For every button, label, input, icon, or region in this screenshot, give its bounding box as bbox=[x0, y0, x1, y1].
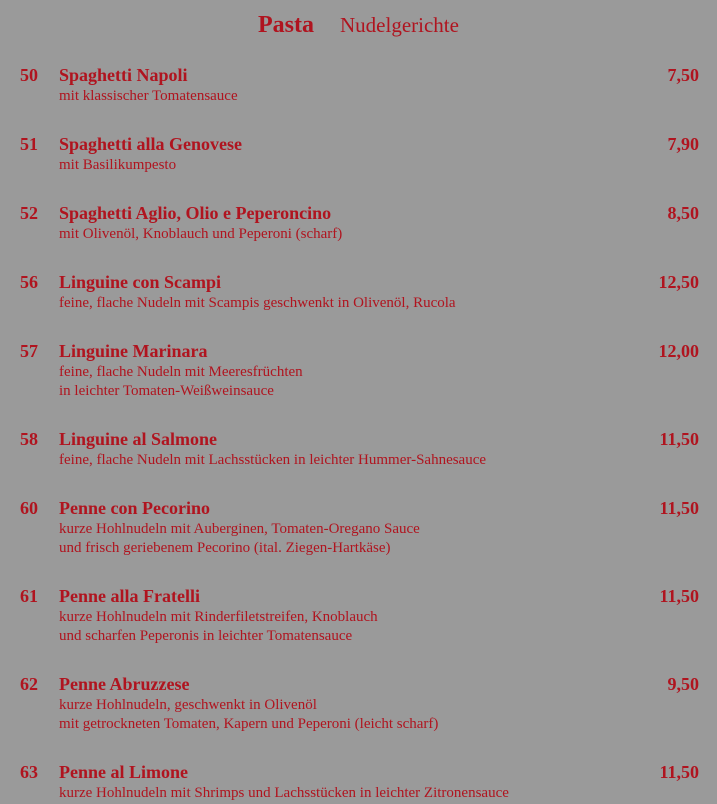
pasta-menu-list bbox=[0, 62, 717, 804]
item-price: 11,50 bbox=[659, 429, 699, 449]
menu-item bbox=[0, 759, 717, 804]
item-price: 9,50 bbox=[667, 674, 699, 694]
item-number: 51 bbox=[20, 134, 38, 154]
item-number: 58 bbox=[20, 429, 38, 449]
menu-item bbox=[0, 200, 717, 245]
menu-item bbox=[0, 495, 717, 559]
item-name: Penne con Pecorino bbox=[59, 498, 210, 518]
menu-item bbox=[0, 269, 717, 314]
item-description: mit Olivenöl, Knoblauch und Peperoni (scharf) bbox=[59, 226, 343, 242]
menu-item bbox=[0, 62, 717, 107]
item-name: Penne alla Fratelli bbox=[59, 586, 200, 606]
item-description: mit klassischer Tomatensauce bbox=[59, 88, 238, 104]
item-number: 52 bbox=[20, 203, 38, 223]
item-price: 12,50 bbox=[658, 272, 699, 292]
item-number: 62 bbox=[20, 674, 38, 694]
item-description: feine, flache Nudeln mit Lachsstücken in leichter Hummer-Sahnesauce bbox=[59, 452, 487, 468]
item-number: 57 bbox=[20, 341, 38, 361]
item-name: Spaghetti Napoli bbox=[59, 65, 188, 85]
item-name: Linguine Marinara bbox=[59, 341, 208, 361]
item-name: Spaghetti alla Genovese bbox=[59, 134, 242, 154]
item-name: Penne Abruzzese bbox=[59, 674, 190, 694]
item-description: mit getrockneten Tomaten, Kapern und Peperoni (leicht scharf) bbox=[59, 716, 439, 732]
item-description: mit Basilikumpesto bbox=[59, 157, 177, 173]
menu-header bbox=[0, 10, 717, 43]
item-description: kurze Hohlnudeln mit Auberginen, Tomaten-Oregano Sauce bbox=[59, 521, 420, 537]
menu-item bbox=[0, 131, 717, 176]
item-number: 61 bbox=[20, 586, 38, 606]
menu-item bbox=[0, 426, 717, 471]
item-name: Linguine al Salmone bbox=[59, 429, 218, 449]
item-price: 8,50 bbox=[667, 203, 699, 223]
item-number: 60 bbox=[20, 498, 38, 518]
section-title: Pasta bbox=[258, 12, 315, 38]
menu-item bbox=[0, 671, 717, 735]
section-subtitle: Nudelgerichte bbox=[340, 13, 459, 37]
item-number: 63 bbox=[20, 762, 38, 782]
item-description: kurze Hohlnudeln mit Shrimps und Lachsstücken in leichter Zitronensauce bbox=[59, 785, 509, 801]
item-price: 7,90 bbox=[667, 134, 699, 154]
item-description: und scharfen Peperonis in leichter Tomatensauce bbox=[59, 628, 353, 644]
item-price: 7,50 bbox=[667, 65, 699, 85]
item-name: Linguine con Scampi bbox=[59, 272, 222, 292]
item-price: 11,50 bbox=[659, 762, 699, 782]
item-name: Penne al Limone bbox=[59, 762, 188, 782]
item-price: 11,50 bbox=[659, 586, 699, 606]
item-description: in leichter Tomaten-Weißweinsauce bbox=[59, 383, 274, 399]
item-number: 56 bbox=[20, 272, 38, 292]
menu-item bbox=[0, 338, 717, 402]
item-description: feine, flache Nudeln mit Scampis geschwenkt in Olivenöl, Rucola bbox=[59, 295, 456, 311]
item-price: 12,00 bbox=[658, 341, 699, 361]
item-price: 11,50 bbox=[659, 498, 699, 518]
item-description: kurze Hohlnudeln, geschwenkt in Olivenöl bbox=[59, 697, 317, 713]
item-description: kurze Hohlnudeln mit Rinderfiletstreifen, Knoblauch bbox=[59, 609, 378, 625]
item-name: Spaghetti Aglio, Olio e Peperoncino bbox=[59, 203, 332, 223]
item-description: und frisch geriebenem Pecorino (ital. Ziegen-Hartkäse) bbox=[59, 540, 391, 556]
item-description: feine, flache Nudeln mit Meeresfrüchten bbox=[59, 364, 303, 380]
item-number: 50 bbox=[20, 65, 38, 85]
menu-item bbox=[0, 583, 717, 647]
